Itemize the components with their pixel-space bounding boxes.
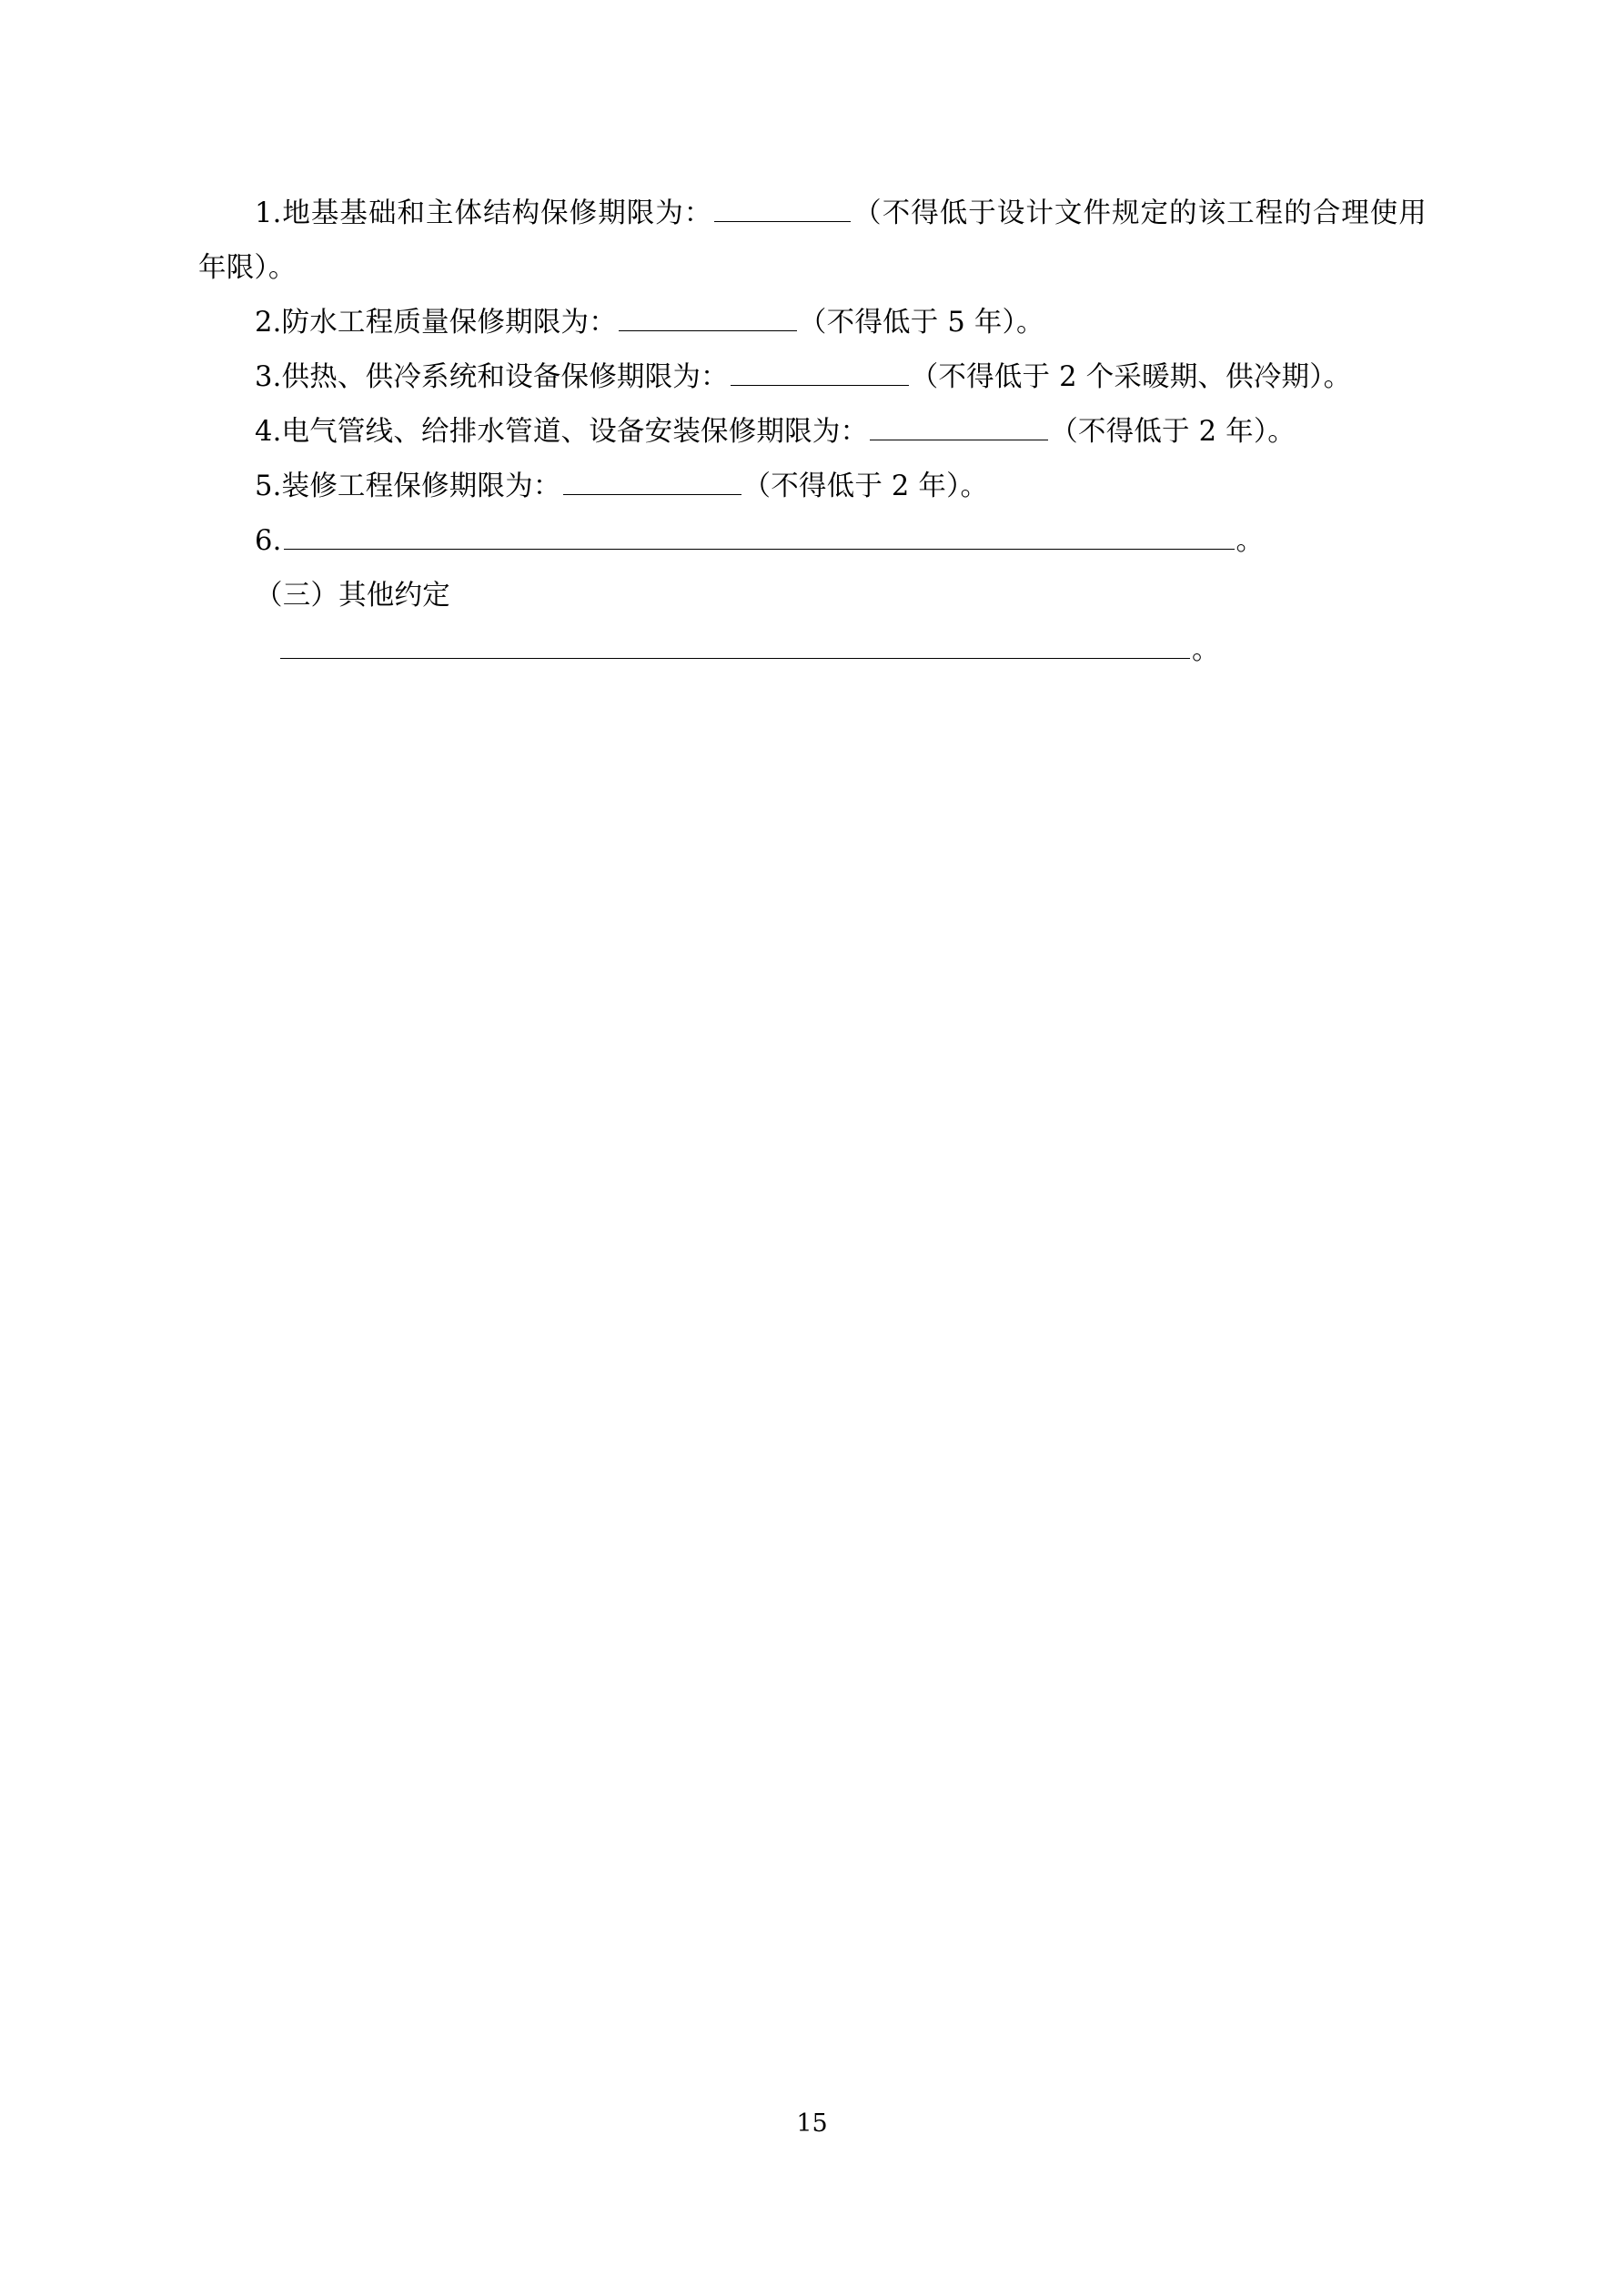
clause-4-blank-field[interactable] bbox=[870, 414, 1048, 440]
clause-4-text-after: （不得低于 2 年）。 bbox=[1050, 416, 1296, 448]
clause-1-text-after: （不得低于设计文件规定的该工程的合理使用年限）。 bbox=[198, 197, 1427, 284]
clause-3-blank-field[interactable] bbox=[731, 359, 909, 386]
clause-1-text-before: 地基基础和主体结构保修期限为： bbox=[281, 197, 713, 229]
clause-1-number: 1. bbox=[255, 197, 282, 229]
clause-5-number: 5. bbox=[255, 470, 282, 502]
clause-5-text-after: （不得低于 2 年）。 bbox=[742, 470, 989, 502]
clause-1-blank-field[interactable] bbox=[714, 196, 851, 222]
clause-5-blank-field[interactable] bbox=[563, 469, 741, 495]
clause-2-number: 2. bbox=[255, 307, 282, 339]
clause-item-3 bbox=[198, 350, 1427, 405]
other-agreement-blank-field[interactable] bbox=[280, 632, 1190, 659]
clause-6-blank-field[interactable] bbox=[284, 523, 1235, 550]
clause-item-5 bbox=[198, 460, 1427, 514]
clause-2-text-before: 防水工程质量保修期限为： bbox=[281, 307, 617, 339]
clause-2-blank-field[interactable] bbox=[619, 305, 797, 331]
clause-6-number: 6. bbox=[255, 525, 282, 557]
clause-item-6 bbox=[198, 514, 1427, 569]
clause-3-text-after: （不得低于 2 个采暖期、供冷期）。 bbox=[910, 361, 1352, 393]
clause-item-4 bbox=[198, 405, 1427, 460]
page-number-footer: 15 bbox=[796, 2109, 828, 2138]
clause-5-text-before: 装修工程保修期限为： bbox=[281, 470, 561, 502]
other-agreement-text-after: 。 bbox=[1192, 634, 1220, 666]
clause-3-number: 3. bbox=[255, 361, 282, 393]
clause-item-1 bbox=[198, 187, 1427, 296]
other-agreement-line bbox=[198, 623, 1427, 678]
clause-4-text-before: 电气管线、给排水管道、设备安装保修期限为： bbox=[281, 416, 869, 448]
document-body bbox=[198, 187, 1427, 678]
clause-6-text-after: 。 bbox=[1236, 525, 1265, 557]
clause-3-text-before: 供热、供冷系统和设备保修期限为： bbox=[281, 361, 729, 393]
clause-4-number: 4. bbox=[255, 416, 282, 448]
clause-item-2 bbox=[198, 296, 1427, 350]
section-heading-other-agreements: （三）其他约定 bbox=[255, 580, 450, 612]
clause-2-text-after: （不得低于 5 年）。 bbox=[798, 307, 1044, 339]
